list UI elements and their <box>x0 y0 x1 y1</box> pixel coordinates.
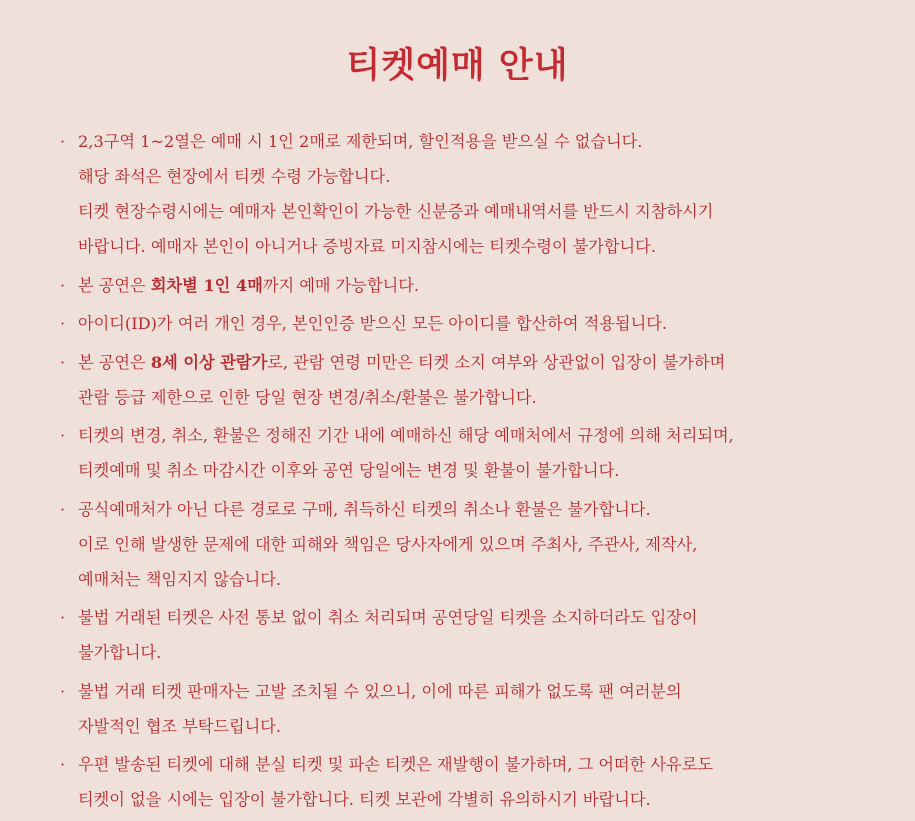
bullet: · <box>60 499 66 519</box>
notice-emphasis: 8세 이상 관람가 <box>150 352 268 372</box>
notice-emphasis: 회차별 1인 4매 <box>150 275 263 295</box>
notice-line: 2,3구역 1~2열은 예매 시 1인 2매로 제한되며, 할인적용을 받으실 수 없습니다. <box>78 132 643 151</box>
notice-item-4 <box>60 345 910 415</box>
notice-line: 이로 인해 발생한 문제에 대한 피해와 책임은 당사자에게 있으며 주최사, 주관사, 제작사, <box>78 534 698 554</box>
notice-line: 티켓 현장수령시에는 예매자 본인확인이 가능한 신분증과 예매내역서를 반드시 지참하시기 <box>78 202 714 221</box>
notice-item-7 <box>60 600 910 670</box>
page-title: 티켓예매 안내 <box>346 46 569 86</box>
bullet: · <box>60 314 66 333</box>
notice-item-2 <box>60 268 910 303</box>
notice-line: 티켓예매 및 취소 마감시간 이후와 공연 당일에는 변경 및 환불이 불가합니다. <box>78 461 620 480</box>
notice-line: 예매처는 책임지지 않습니다. <box>78 569 282 589</box>
notice-line <box>78 268 910 303</box>
notice-line: 우편 발송된 티켓에 대해 분실 티켓 및 파손 티켓은 재발행이 불가하며, 그 어떠한 사유로도 <box>78 755 713 774</box>
bullet: · <box>60 132 66 151</box>
notice-item-1 <box>60 124 910 264</box>
bullet: · <box>60 608 66 627</box>
notice-text: 본 공연은 <box>78 352 151 372</box>
bullet: · <box>60 426 66 445</box>
bullet: · <box>60 275 66 295</box>
notice-text: 까지 예매 가능합니다. <box>262 275 419 295</box>
notice-line: 바랍니다. 예매자 본인이 아니거나 증빙자료 미지참시에는 티켓수령이 불가합니다. <box>78 237 656 256</box>
notice-item-3 <box>60 306 910 341</box>
notice-line: 해당 좌석은 현장에서 티켓 수령 가능합니다. <box>78 167 391 186</box>
notice-line: 티켓의 변경, 취소, 환불은 정해진 기간 내에 예매하신 해당 예매처에서 규정에 의해 처리되며, <box>78 426 734 445</box>
notice-item-5 <box>60 418 910 488</box>
notice-line: 불법 거래된 티켓은 사전 통보 없이 취소 처리되며 공연당일 티켓을 소지하더라도 입장이 <box>78 608 698 627</box>
bullet: · <box>60 352 66 372</box>
notice-item-9 <box>60 747 910 817</box>
bullet: · <box>60 755 66 774</box>
notice-item-8 <box>60 674 910 744</box>
bullet: · <box>60 681 66 701</box>
notice-line: 불가합니다. <box>78 643 162 662</box>
notice-line: 불법 거래 티켓 판매자는 고발 조치될 수 있으니, 이에 따른 피해가 없도록 팬 여러분의 <box>78 681 682 701</box>
notice-line: 아이디(ID)가 여러 개인 경우, 본인인증 받으신 모든 아이디를 합산하여 적용됩니다. <box>78 314 667 333</box>
notice-line: 자발적인 협조 부탁드립니다. <box>78 716 282 736</box>
notice-line: 관람 등급 제한으로 인한 당일 현장 변경/취소/환불은 불가합니다. <box>78 387 537 407</box>
notice-line: 공식예매처가 아닌 다른 경로로 구매, 취득하신 티켓의 취소나 환불은 불가합니다. <box>78 499 651 519</box>
notice-text: 본 공연은 <box>78 275 151 295</box>
notice-list <box>60 124 910 821</box>
notice-item-6 <box>60 492 910 597</box>
notice-text: 로, 관람 연령 미만은 티켓 소지 여부와 상관없이 입장이 불가하며 <box>267 352 726 372</box>
notice-line: 티켓이 없을 시에는 입장이 불가합니다. 티켓 보관에 각별히 유의하시기 바랍니다. <box>78 790 651 809</box>
notice-line <box>78 345 910 380</box>
